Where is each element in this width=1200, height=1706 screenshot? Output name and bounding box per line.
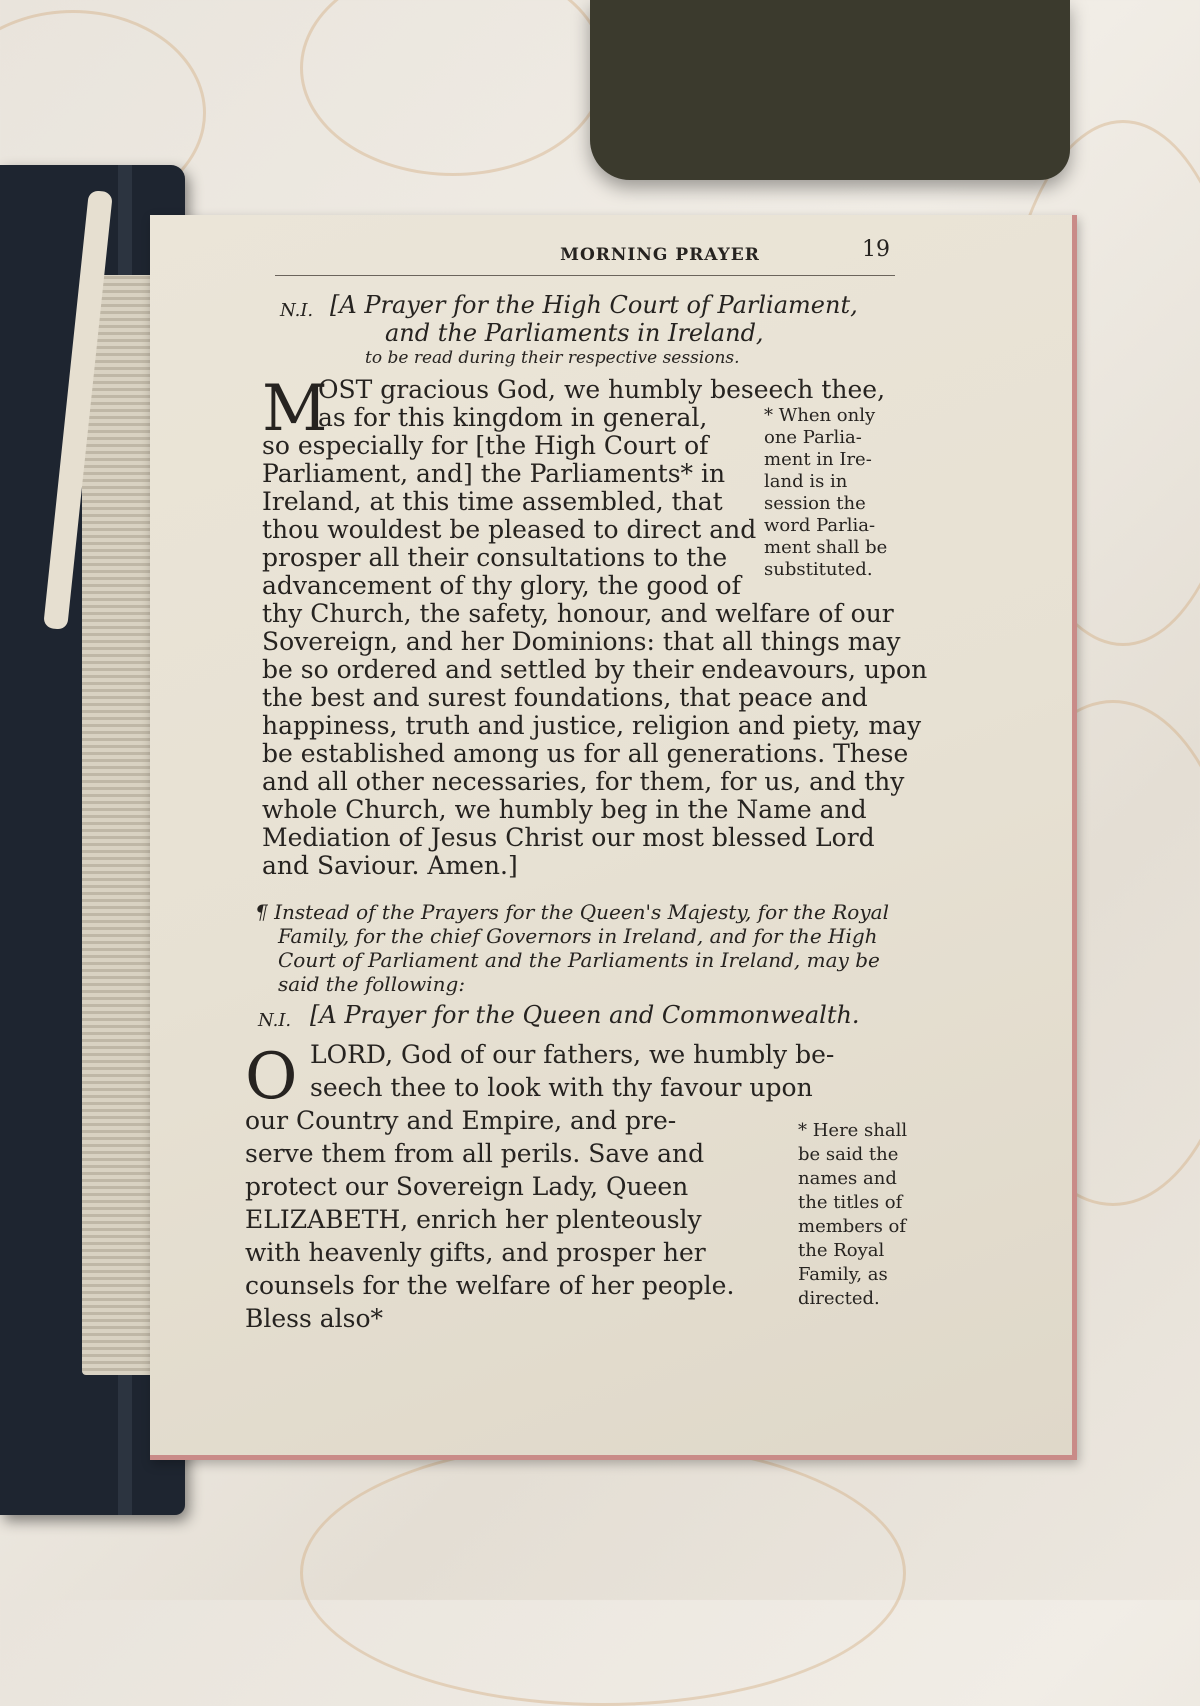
dark-box xyxy=(590,0,1070,180)
margin-note-1: ment in Ire- xyxy=(764,449,872,470)
prayer1-line: and Saviour. Amen.] xyxy=(262,851,518,880)
rubric-line: ¶ Instead of the Prayers for the Queen's Majesty, for the Royal xyxy=(255,900,889,924)
margin-note-1: land is in xyxy=(764,471,848,492)
prayer2-title: [A Prayer for the Queen and Commonwealth. xyxy=(310,1001,860,1029)
prayer1-dropcap: M xyxy=(262,372,328,446)
ni-marker-2: N.I. xyxy=(258,1010,292,1031)
prayer1-line: be so ordered and settled by their endeavours, upon xyxy=(262,655,928,684)
ni-marker-1: N.I. xyxy=(280,300,314,321)
rubric-line: Court of Parliament and the Parliaments in Ireland, may be xyxy=(278,948,880,972)
marble-vein xyxy=(300,0,606,176)
margin-note-1: one Parlia- xyxy=(764,427,862,448)
prayer1-line: happiness, truth and justice, religion and piety, may xyxy=(262,711,922,740)
prayer1-line: the best and surest foundations, that peace and xyxy=(262,683,868,712)
book-page xyxy=(150,215,1077,1460)
prayer1-line: Sovereign, and her Dominions: that all things may xyxy=(262,627,901,656)
prayer1-line: whole Church, we humbly beg in the Name and xyxy=(262,795,867,824)
prayer1-line: as for this kingdom in general, xyxy=(318,403,708,432)
rubric-line: Family, for the chief Governors in Ireland, and for the High xyxy=(278,924,878,948)
margin-note-1: session the xyxy=(764,493,866,514)
prayer2-line: serve them from all perils. Save and xyxy=(245,1139,705,1168)
prayer2-line: ELIZABETH, enrich her plenteously xyxy=(245,1205,702,1234)
margin-note-2: the titles of xyxy=(798,1192,903,1213)
prayer2-line: seech thee to look with thy favour upon xyxy=(310,1073,813,1102)
margin-note-1: word Parlia- xyxy=(764,515,876,536)
prayer1-line: OST gracious God, we humbly beseech thee, xyxy=(318,375,886,404)
prayer1-line: Mediation of Jesus Christ our most blessed Lord xyxy=(262,823,875,852)
margin-note-2: names and xyxy=(798,1168,897,1189)
margin-note-2: the Royal xyxy=(798,1240,885,1261)
prayer1-line: so especially for [the High Court of xyxy=(262,431,709,460)
margin-note-1: ment shall be xyxy=(764,537,888,558)
page-number: 19 xyxy=(862,237,890,262)
margin-note-2: directed. xyxy=(798,1288,880,1309)
prayer1-line: thou wouldest be pleased to direct and xyxy=(262,515,757,544)
marble-vein xyxy=(300,1440,906,1706)
prayer1-subtitle: to be read during their respective sessions. xyxy=(365,348,740,368)
prayer1-line: Ireland, at this time assembled, that xyxy=(262,487,723,516)
prayer2-dropcap: O xyxy=(245,1040,298,1114)
running-header: MORNING PRAYER xyxy=(560,245,760,265)
prayer1-line: advancement of thy glory, the good of xyxy=(262,571,741,600)
header-rule xyxy=(275,275,895,276)
margin-note-2: Family, as xyxy=(798,1264,888,1285)
prayer1-line: thy Church, the safety, honour, and welfare of our xyxy=(262,599,894,628)
prayer1-title-line1: [A Prayer for the High Court of Parliament, xyxy=(330,291,858,319)
prayer1-line: Parliament, and] the Parliaments* in xyxy=(262,459,726,488)
prayer2-line: our Country and Empire, and pre- xyxy=(245,1106,677,1135)
margin-note-2: * Here shall xyxy=(798,1120,908,1141)
prayer2-line: LORD, God of our fathers, we humbly be- xyxy=(310,1040,835,1069)
margin-note-1: * When only xyxy=(764,405,876,426)
margin-note-2: members of xyxy=(798,1216,907,1237)
rubric-line: said the following: xyxy=(278,972,466,996)
prayer2-line: Bless also* xyxy=(245,1304,384,1333)
margin-note-2: be said the xyxy=(798,1144,899,1165)
prayer1-line: be established among us for all generations. These xyxy=(262,739,909,768)
prayer1-line: and all other necessaries, for them, for us, and thy xyxy=(262,767,905,796)
prayer1-line: prosper all their consultations to the xyxy=(262,543,728,572)
prayer2-line: counsels for the welfare of her people. xyxy=(245,1271,735,1300)
prayer2-line: with heavenly gifts, and prosper her xyxy=(245,1238,706,1267)
margin-note-1: substituted. xyxy=(764,559,873,580)
prayer2-line: protect our Sovereign Lady, Queen xyxy=(245,1172,689,1201)
prayer1-title-line2: and the Parliaments in Ireland, xyxy=(385,319,764,347)
